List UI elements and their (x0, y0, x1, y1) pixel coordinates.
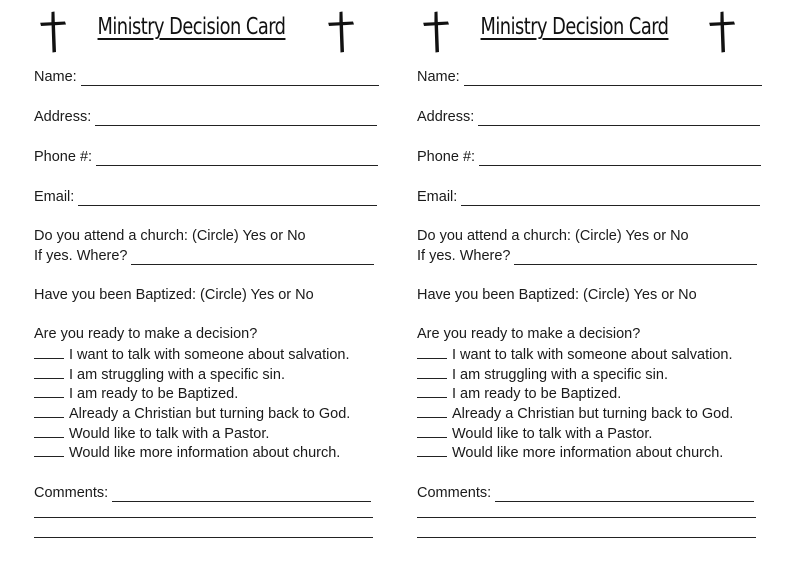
decision-option[interactable]: Would like more information about church. (417, 443, 723, 462)
decision-option[interactable]: I am ready to be Baptized. (417, 384, 621, 403)
phone-blank[interactable] (479, 152, 761, 166)
name-field[interactable] (417, 68, 762, 86)
option-blank[interactable] (417, 365, 447, 379)
phone-field[interactable] (34, 148, 378, 166)
church-question: Do you attend a church: (Circle) Yes or No (34, 228, 306, 244)
decision-option[interactable]: Already a Christian but turning back to God. (34, 404, 350, 423)
option-blank[interactable] (34, 345, 64, 359)
option-blank[interactable] (34, 424, 64, 438)
name-field[interactable] (34, 68, 379, 86)
name-label: Name: (34, 69, 77, 85)
phone-label: Phone #: (34, 149, 93, 165)
card-title: Ministry Decision Card (480, 14, 669, 40)
comments-field[interactable] (34, 484, 371, 502)
option-blank[interactable] (417, 345, 447, 359)
phone-label: Phone #: (417, 149, 476, 165)
name-blank[interactable] (464, 72, 762, 86)
option-blank[interactable] (417, 443, 447, 457)
comments-line[interactable] (417, 537, 756, 538)
decision-question: Are you ready to make a decision? (34, 326, 258, 342)
name-blank[interactable] (81, 72, 379, 86)
email-blank[interactable] (78, 192, 377, 206)
decision-option[interactable]: Would like to talk with a Pastor. (34, 424, 269, 443)
decision-option[interactable]: I am ready to be Baptized. (34, 384, 238, 403)
comments-label: Comments: (417, 485, 492, 501)
comments-line[interactable] (34, 537, 373, 538)
church-where-label: If yes. Where? (34, 248, 128, 264)
baptized-question: Have you been Baptized: (Circle) Yes or No (34, 287, 314, 303)
church-where-blank[interactable] (131, 251, 374, 265)
address-label: Address: (417, 109, 475, 125)
baptized-question: Have you been Baptized: (Circle) Yes or No (417, 287, 697, 303)
decision-card-right (383, 0, 766, 561)
email-blank[interactable] (461, 192, 760, 206)
name-label: Name: (417, 69, 460, 85)
option-blank[interactable] (34, 384, 64, 398)
email-field[interactable] (417, 188, 760, 206)
comments-blank[interactable] (112, 488, 371, 502)
decision-option[interactable]: I am struggling with a specific sin. (417, 365, 668, 384)
church-where-blank[interactable] (514, 251, 757, 265)
email-label: Email: (34, 189, 75, 205)
option-blank[interactable] (417, 404, 447, 418)
email-label: Email: (417, 189, 458, 205)
comments-line[interactable] (417, 517, 756, 518)
decision-card-left (0, 0, 383, 561)
address-field[interactable] (34, 108, 377, 126)
comments-blank[interactable] (495, 488, 754, 502)
comments-label: Comments: (34, 485, 109, 501)
address-blank[interactable] (478, 112, 760, 126)
option-blank[interactable] (34, 404, 64, 418)
church-where-field[interactable] (417, 247, 757, 265)
decision-option[interactable]: I want to talk with someone about salvation. (417, 345, 733, 364)
option-blank[interactable] (34, 365, 64, 379)
phone-field[interactable] (417, 148, 761, 166)
decision-question: Are you ready to make a decision? (417, 326, 641, 342)
card-title: Ministry Decision Card (97, 14, 286, 40)
decision-option[interactable]: Would like to talk with a Pastor. (417, 424, 652, 443)
option-blank[interactable] (417, 384, 447, 398)
address-field[interactable] (417, 108, 760, 126)
email-field[interactable] (34, 188, 377, 206)
decision-option[interactable]: Already a Christian but turning back to God. (417, 404, 733, 423)
phone-blank[interactable] (96, 152, 378, 166)
church-question: Do you attend a church: (Circle) Yes or No (417, 228, 689, 244)
comments-field[interactable] (417, 484, 754, 502)
decision-option[interactable]: I am struggling with a specific sin. (34, 365, 285, 384)
decision-option[interactable]: I want to talk with someone about salvation. (34, 345, 350, 364)
option-blank[interactable] (417, 424, 447, 438)
church-where-label: If yes. Where? (417, 248, 511, 264)
church-where-field[interactable] (34, 247, 374, 265)
comments-line[interactable] (34, 517, 373, 518)
address-blank[interactable] (95, 112, 377, 126)
address-label: Address: (34, 109, 92, 125)
decision-option[interactable]: Would like more information about church. (34, 443, 340, 462)
option-blank[interactable] (34, 443, 64, 457)
